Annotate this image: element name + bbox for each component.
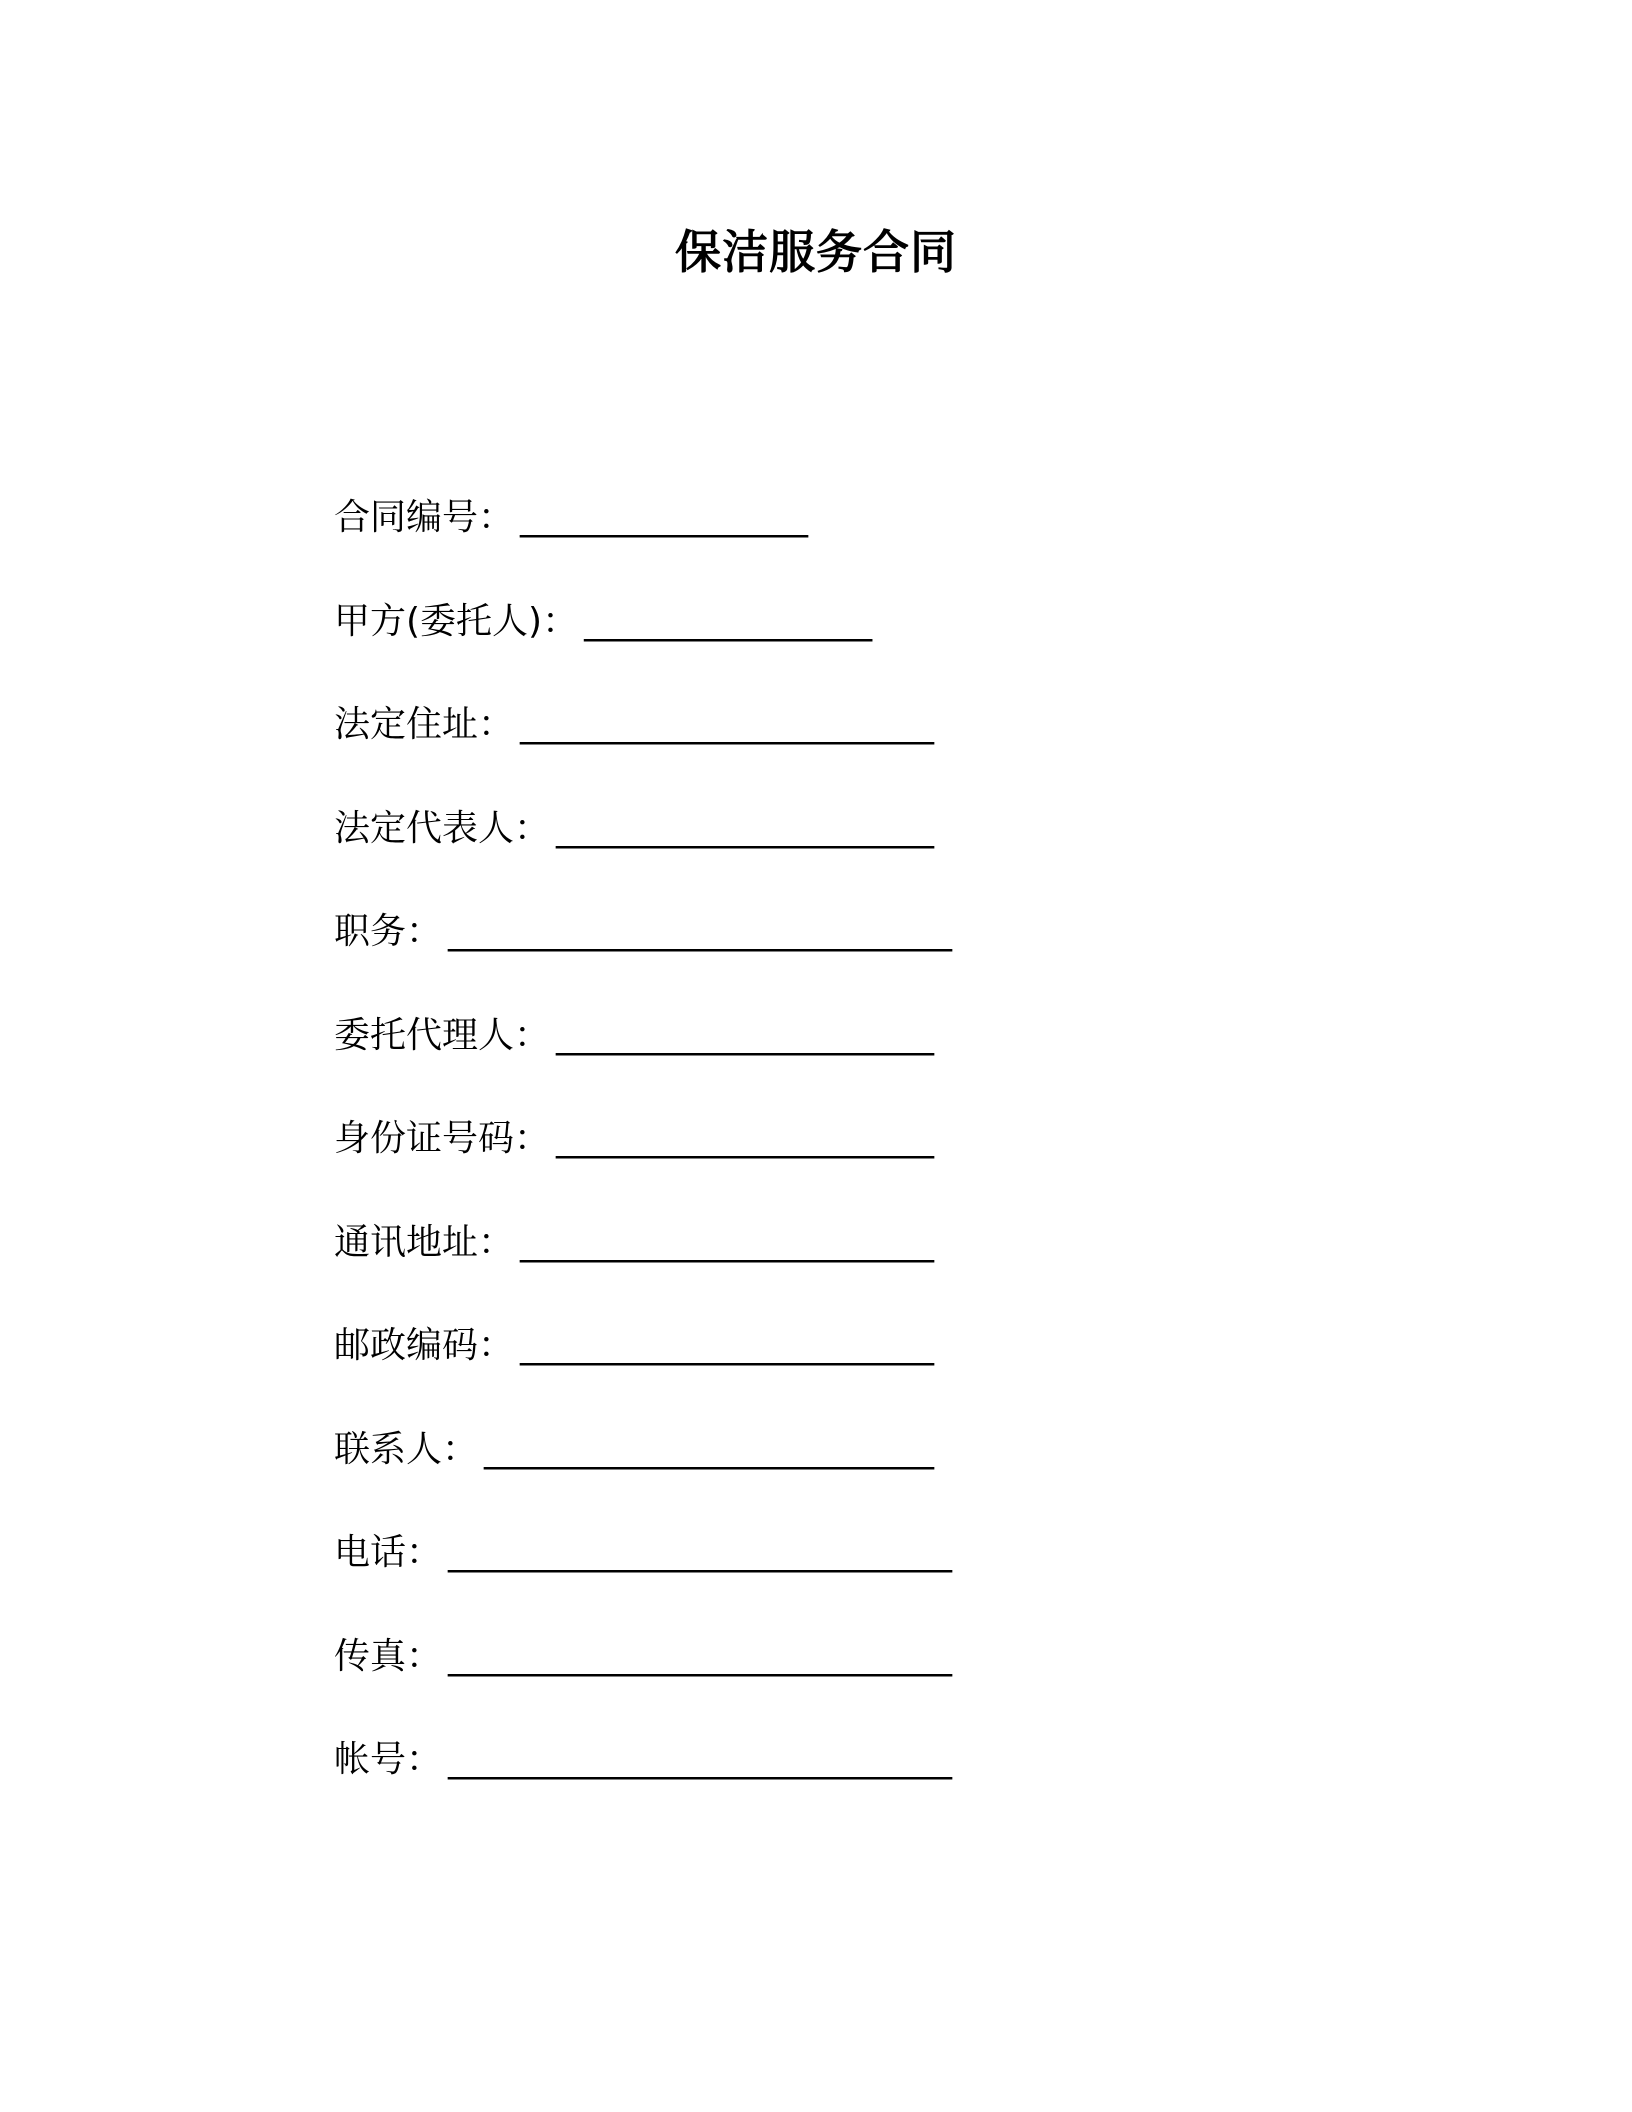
field-agent (334, 1008, 1334, 1112)
field-account-number (334, 1732, 1334, 1836)
document-title: 保洁服务合同 (675, 225, 957, 279)
field-label: 帐号： (334, 1739, 443, 1780)
field-blank-line: ____________________________ (448, 1739, 953, 1780)
field-label: 法定住址： (334, 704, 515, 745)
field-label: 通讯地址： (334, 1221, 515, 1263)
field-legal-representative (334, 801, 1334, 905)
contract-fields (334, 490, 1334, 1836)
field-label: 职务： (334, 911, 443, 952)
field-blank-line: _______________________ (520, 704, 935, 745)
field-phone (334, 1525, 1334, 1629)
field-label: 甲方(委托人)： (334, 600, 579, 642)
field-fax (334, 1629, 1334, 1733)
field-position (334, 904, 1334, 1008)
field-label: 邮政编码： (334, 1325, 515, 1366)
field-blank-line: ____________________________ (448, 1635, 953, 1677)
field-blank-line: ____________________________ (448, 911, 953, 952)
field-blank-line: _____________________ (556, 1014, 935, 1056)
field-postal-code (334, 1318, 1334, 1422)
field-blank-line: ____________________________ (448, 1532, 953, 1573)
field-label: 传真： (334, 1635, 443, 1677)
field-id-number (334, 1111, 1334, 1215)
field-label: 联系人： (334, 1428, 479, 1470)
field-blank-line: _________________________ (484, 1428, 935, 1470)
field-label: 法定代表人： (334, 807, 551, 849)
field-blank-line: _______________________ (520, 1221, 935, 1263)
field-legal-address (334, 697, 1334, 801)
field-blank-line: _______________________ (520, 1325, 935, 1366)
field-party-a (334, 594, 1334, 698)
field-label: 委托代理人： (334, 1014, 551, 1056)
field-blank-line: ________________ (520, 497, 809, 538)
field-blank-line: ________________ (584, 600, 873, 642)
field-label: 身份证号码： (334, 1118, 551, 1159)
field-contact-person (334, 1422, 1334, 1526)
field-label: 合同编号： (334, 497, 515, 538)
field-contract-number (334, 490, 1334, 594)
field-blank-line: _____________________ (556, 807, 935, 849)
field-blank-line: _____________________ (556, 1118, 935, 1159)
field-mailing-address (334, 1215, 1334, 1319)
field-label: 电话： (334, 1532, 443, 1573)
